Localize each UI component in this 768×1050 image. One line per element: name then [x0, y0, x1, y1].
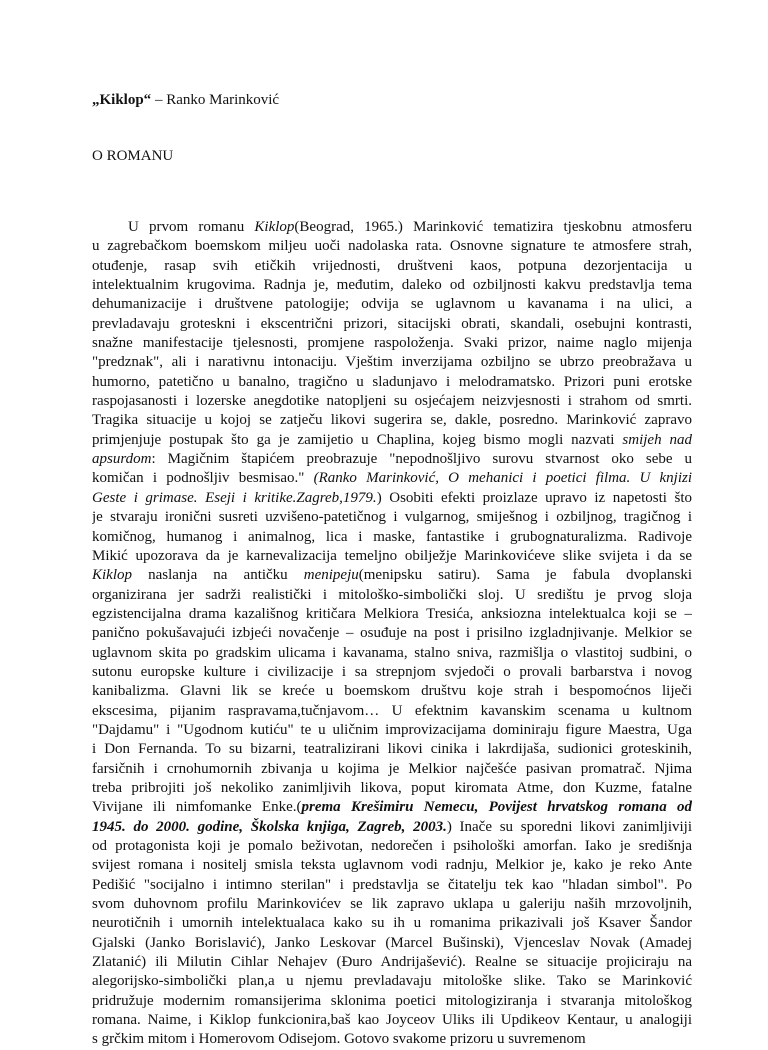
text-run: uglavnom skita po gradskim ulicama i kavanama, stalno sniva, razmišlja o vlastitoj sudbini, o — [92, 644, 692, 661]
text-line — [92, 644, 692, 663]
text-run: primjenjuje postupak što ga je zamijetio u Chaplina, kojeg bismo mogli nazvati — [92, 431, 623, 448]
text-run: ) Inače su sporedni likovi zanimljiviji — [446, 818, 692, 835]
text-run: svom duhovnom profilu Marinkovićev se lik zapravo uklapa u galeriju naših mrzovoljnih, — [92, 896, 692, 913]
text-line — [92, 431, 692, 450]
text-line — [92, 218, 692, 237]
text-line — [92, 237, 692, 256]
text-run: (Ranko Marinković, O mehanici i poetici filma. U knjizi — [313, 470, 692, 487]
text-run: raspojasanosti i lozerske anegdotike natopljeni su osjećajem neizvjesnosti i strahom od smrti. — [92, 393, 692, 410]
text-line — [92, 469, 692, 488]
text-run: u zagrebačkom boemskom miljeu uoči nadolaska rata. Osnovne signature te atmosfere strah, — [92, 238, 692, 255]
text-line — [92, 353, 692, 372]
text-line — [92, 586, 692, 605]
text-line — [92, 257, 692, 276]
text-run: farsičnih i crnohumornih zbivanja u kojima je Melkior najčešće pasivan promatrač. Njima — [92, 760, 692, 777]
text-run: komičan i podnošljiv besmisao." — [92, 470, 314, 487]
document-title — [92, 90, 279, 110]
text-run: sutonu europske kulture i civilizacije i sa strepnjom svjedoči o provali barbarstva i novog — [92, 663, 692, 680]
text-line — [92, 798, 692, 817]
text-line — [92, 334, 692, 353]
text-run: Mikić upozorava da je karnevalizacija temeljno obilježje Marinkovićeve slike svijeta i da se — [92, 547, 692, 564]
text-run: treba pribrojiti još nekoliko zanimljivih likova, poput kiromata Atme, don Kuzme, fatalne — [92, 779, 692, 796]
text-line — [92, 663, 692, 682]
text-run: 1945. do 2000. godine, Školska knjiga, Zagreb, 2003. — [92, 818, 447, 835]
text-run: U prvom romanu — [128, 219, 255, 235]
text-line — [92, 315, 692, 334]
text-line — [92, 295, 692, 314]
text-run: otuđenje, rasap svih etičkih vrijednosti, društveni kaos, potpuna dezorjentacija u — [92, 257, 692, 274]
text-run: od protagonista koji je pomalo beživotan, nedorečen i psihološki amorfan. Iako je središnja — [92, 838, 692, 854]
text-line — [92, 528, 692, 547]
text-run: Zlatanić) ili Milutin Cihlar Nehajev (Đuro Andrijašević). Realne se situacije projiciraju na — [92, 954, 692, 971]
text-run: neurotičnih i umornih intelektualaca kako su ih u romanima prikazivali još Ksaver Šandor — [92, 915, 692, 932]
title-author: – Ranko Marinković — [151, 92, 280, 108]
text-run: menipeju — [303, 567, 359, 584]
text-line — [92, 547, 692, 566]
body-text — [92, 218, 692, 1050]
title-novel: „Kiklop“ — [92, 92, 152, 108]
text-line — [92, 992, 692, 1011]
text-line — [92, 721, 692, 740]
text-line — [92, 856, 692, 875]
text-line — [92, 934, 692, 953]
text-line — [92, 1030, 692, 1049]
text-run: (Beograd, 1965.) Marinković tematizira tjeskobnu atmosferu — [294, 219, 692, 235]
text-run: organizirana jer sadrži realistički i mitološko-simbolički sloj. U središtu je prvog sloja — [92, 586, 692, 603]
text-line — [92, 624, 692, 643]
text-line — [92, 702, 692, 721]
text-run: Gjalski (Janko Borislavić), Janko Leskovar (Marcel Bušinski), Vjenceslav Novak (Amadej — [92, 934, 692, 951]
text-run: naslanja na antičku — [132, 567, 304, 584]
text-run: i Don Fernanda. To su bizarni, teatralizirani likovi cinika i lakrdijaša, sudionici groteskinih, — [92, 741, 692, 758]
text-run: "predznak", ali i narativnu intonaciju. Vještim inverzijama ozbiljno se ubrzo preobražava u — [92, 354, 692, 371]
text-run: Vivijane ili nimfomanke Enke.( — [92, 799, 302, 816]
text-line — [92, 450, 692, 469]
text-run: ) Osobiti efekti proizlaze upravo iz napetosti što — [376, 489, 692, 506]
text-run: kanibalizma. Glavni lik se kreće u boemskom društvu koje strah i bespomoćnos liječi — [92, 683, 692, 700]
text-run: panično pokušavajući izbjeći novačenje – osuđuje na post i prisilno izgladnjivanje. Melkior se — [92, 625, 692, 642]
text-line — [92, 373, 692, 392]
text-run: Kiklop — [254, 219, 295, 235]
text-line — [92, 953, 692, 972]
text-run: prevladavaju groteskni i ekscentrični prizori, sitacijski obrati, skandali, osebujni kontrasti, — [92, 315, 692, 332]
text-run: Kiklop — [92, 567, 132, 584]
text-run: je stvaraju ironični susreti uzvišeno-patetičnog i vulgarnog, smiješnog i ozbiljnog, tragičnog i — [92, 509, 692, 526]
section-heading: O ROMANU — [92, 148, 174, 164]
text-run: snažne manifestacije tjelesnosti, promjene raspoloženja. Svaki prizor, naime naglo mijenja — [92, 335, 692, 352]
text-run: ekscesima, pijanim raspravama,tučnjavom… U efektnim kavanskim scenama u kultnom — [92, 702, 692, 719]
text-run: dehumanizacije i društvene patologije; odvija se uglavnom u kavanama i na ulici, a — [92, 296, 692, 313]
text-line — [92, 818, 692, 837]
text-line — [92, 895, 692, 914]
text-run: apsurdom — [92, 451, 152, 468]
text-line — [92, 682, 692, 701]
text-line — [92, 779, 692, 798]
text-run: Geste i grimase. Eseji i kritike.Zagreb,1979. — [92, 489, 377, 506]
text-run: s grčkim mitom i Homerovom Odisejom. Gotovo svakome prizoru u suvremenom — [92, 1031, 586, 1048]
text-run: alegorijsko-simbolički plan,a u njemu prevladavaju mitološke slike. Tako se Marinković — [92, 973, 692, 990]
text-run: romana. Naime, i Kiklop funkcionira,baš kao Joyceov Uliks ili Updikeov Kentaur, u analogiji — [92, 1012, 692, 1029]
text-line — [92, 605, 692, 624]
text-line — [92, 740, 692, 759]
text-line — [92, 1011, 692, 1030]
text-line — [92, 508, 692, 527]
text-line — [92, 566, 692, 585]
text-run: pridružuje modernim romansijerima sklonima poetici mitologiziranja i stvaranja mitološkog — [92, 992, 692, 1009]
text-line — [92, 489, 692, 508]
text-run: Pedišić "socijalno i intimno sterilan" i predstavlja se čitatelju tek kao "hladan simbol". Po — [92, 876, 692, 893]
text-line — [92, 914, 692, 933]
text-run: humorno, patetično u banalno, tragično u sladunjavo i melodramatsko. Prizori puni erotske — [92, 373, 692, 390]
text-run: egzistencijalna drama kazališnog kritičara Melkiora Tresića, anksiozna intelektualca koji se – — [92, 605, 692, 622]
text-run: smijeh nad — [622, 431, 692, 448]
text-run: Tragika situacije u kojoj se zatječu likovi sugerira se, dakle, posredno. Marinković zapravo — [92, 412, 692, 429]
text-run: "Dajdamu" i "Ugodnom kutiću" te u uličnim improvizacijama dominiraju figure Maestra, Uga — [92, 721, 692, 738]
text-run: (menipsku satiru). Sama je fabula dvoplanski — [358, 567, 692, 584]
text-run: komičnog, humanog i animalnog, lica i maske, fantastike i grubognaturalizma. Radivoje — [92, 528, 692, 545]
text-line — [92, 392, 692, 411]
text-line — [92, 876, 692, 895]
text-line — [92, 972, 692, 991]
text-run: svijest romana i nositelj smisla teksta uglavnom vodi radnju, Melkior je, kako je reko Ante — [92, 857, 692, 874]
text-run: : Magičnim štapićem preobrazuje "nepodnošljivo surovu stvarnost oko sebe u — [151, 451, 692, 468]
text-line — [92, 276, 692, 295]
text-line — [92, 760, 692, 779]
text-run: intelektualnim krugovima. Radnja je, međutim, daleko od ozbiljnosti kakvu predstavlja tema — [92, 277, 692, 294]
text-run: prema Krešimiru Nemecu, Povijest hrvatskog romana od — [301, 799, 692, 816]
text-line — [92, 837, 692, 856]
text-line — [92, 411, 692, 430]
